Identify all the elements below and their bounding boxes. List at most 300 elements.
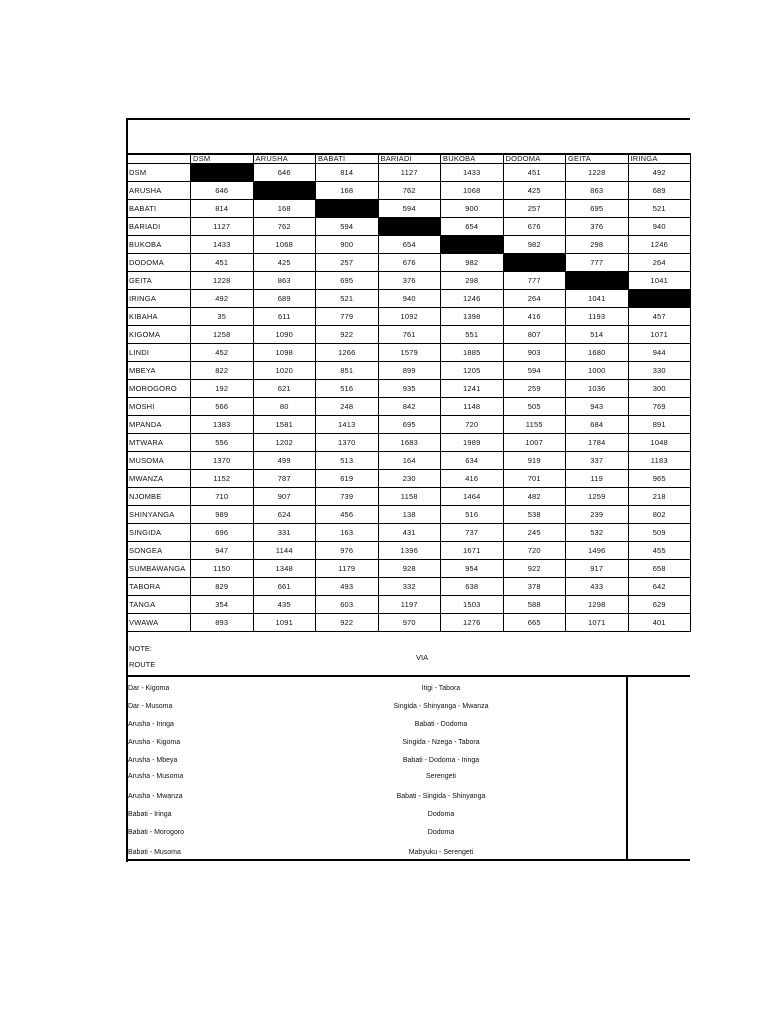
distance-matrix xyxy=(126,153,691,632)
distance-cell: 521 xyxy=(316,290,379,308)
distance-cell: 192 xyxy=(191,380,254,398)
table-row xyxy=(127,542,691,560)
distance-cell: 416 xyxy=(441,470,504,488)
distance-cell: 695 xyxy=(316,272,379,290)
distance-cell: 900 xyxy=(441,200,504,218)
distance-cell: 218 xyxy=(628,488,691,506)
distance-cell: 138 xyxy=(378,506,441,524)
distance-cell: 1048 xyxy=(628,434,691,452)
table-row xyxy=(127,506,691,524)
distance-cell: 509 xyxy=(628,524,691,542)
row-label: MUSOMA xyxy=(127,452,191,470)
distance-cell: 976 xyxy=(316,542,379,560)
distance-cell: 851 xyxy=(316,362,379,380)
distance-cell: 954 xyxy=(441,560,504,578)
distance-cell: 965 xyxy=(628,470,691,488)
row-label: MOSHI xyxy=(127,398,191,416)
distance-cell: 689 xyxy=(253,290,316,308)
distance-cell: 230 xyxy=(378,470,441,488)
distance-cell: 425 xyxy=(253,254,316,272)
distance-cell: 456 xyxy=(316,506,379,524)
distance-cell: 451 xyxy=(503,164,566,182)
route-via: Babati - Dodoma - Iringa xyxy=(402,757,480,764)
distance-cell: 1228 xyxy=(566,164,629,182)
route-from: Dar - Musoma xyxy=(128,703,173,710)
distance-cell: 1036 xyxy=(566,380,629,398)
matrix-body xyxy=(127,164,691,632)
distance-cell: 762 xyxy=(378,182,441,200)
table-row xyxy=(127,290,691,308)
distance-cell: 1127 xyxy=(378,164,441,182)
distance-cell: 521 xyxy=(628,200,691,218)
distance-cell: 779 xyxy=(316,308,379,326)
distance-cell: 646 xyxy=(191,182,254,200)
distance-cell: 332 xyxy=(378,578,441,596)
distance-cell: 168 xyxy=(316,182,379,200)
row-label: LINDI xyxy=(127,344,191,362)
distance-cell: 1041 xyxy=(628,272,691,290)
column-header: ARUSHA xyxy=(253,154,316,164)
distance-cell: 594 xyxy=(316,218,379,236)
diagonal-cell xyxy=(628,290,691,308)
distance-cell: 1127 xyxy=(191,218,254,236)
distance-cell: 922 xyxy=(503,560,566,578)
distance-cell: 330 xyxy=(628,362,691,380)
distance-cell: 654 xyxy=(441,218,504,236)
distance-cell: 35 xyxy=(191,308,254,326)
table-row xyxy=(127,344,691,362)
distance-cell: 1433 xyxy=(191,236,254,254)
distance-cell: 1090 xyxy=(253,326,316,344)
distance-cell: 684 xyxy=(566,416,629,434)
distance-cell: 1266 xyxy=(316,344,379,362)
distance-cell: 594 xyxy=(503,362,566,380)
distance-cell: 259 xyxy=(503,380,566,398)
table-row xyxy=(127,524,691,542)
row-label: TABORA xyxy=(127,578,191,596)
distance-cell: 893 xyxy=(191,614,254,632)
distance-cell: 1246 xyxy=(628,236,691,254)
route-from: Arusha - Musoma xyxy=(128,773,184,780)
distance-cell: 505 xyxy=(503,398,566,416)
diagonal-cell xyxy=(378,218,441,236)
distance-cell: 1150 xyxy=(191,560,254,578)
route-via: Babati - Singida - Shinyanga xyxy=(396,793,486,800)
route-via: Serengeti xyxy=(426,773,456,780)
row-label: MWANZA xyxy=(127,470,191,488)
table-row xyxy=(127,560,691,578)
table-row xyxy=(127,254,691,272)
distance-cell: 1258 xyxy=(191,326,254,344)
distance-cell: 762 xyxy=(253,218,316,236)
distance-cell: 1503 xyxy=(441,596,504,614)
row-label: KIBAHA xyxy=(127,308,191,326)
distance-cell: 935 xyxy=(378,380,441,398)
distance-cell: 516 xyxy=(316,380,379,398)
row-label: MTWARA xyxy=(127,434,191,452)
distance-cell: 298 xyxy=(566,236,629,254)
distance-cell: 514 xyxy=(566,326,629,344)
row-label: GEITA xyxy=(127,272,191,290)
distance-cell: 807 xyxy=(503,326,566,344)
distance-cell: 899 xyxy=(378,362,441,380)
distance-cell: 354 xyxy=(191,596,254,614)
distance-cell: 264 xyxy=(628,254,691,272)
distance-cell: 829 xyxy=(191,578,254,596)
distance-cell: 1155 xyxy=(503,416,566,434)
table-row xyxy=(127,452,691,470)
route-from: Arusha - Mwanza xyxy=(128,793,183,800)
distance-cell: 588 xyxy=(503,596,566,614)
distance-cell: 1433 xyxy=(441,164,504,182)
table-row xyxy=(127,380,691,398)
row-label: SUMBAWANGA xyxy=(127,560,191,578)
distance-cell: 1370 xyxy=(191,452,254,470)
distance-cell: 1671 xyxy=(441,542,504,560)
route-row xyxy=(126,681,626,699)
row-label: BUKOBA xyxy=(127,236,191,254)
distance-cell: 629 xyxy=(628,596,691,614)
distance-cell: 551 xyxy=(441,326,504,344)
distance-cell: 1464 xyxy=(441,488,504,506)
row-label: SONGEA xyxy=(127,542,191,560)
route-via: Dodoma xyxy=(427,811,455,818)
distance-cell: 248 xyxy=(316,398,379,416)
distance-cell: 621 xyxy=(253,380,316,398)
table-row xyxy=(127,164,691,182)
distance-cell: 1276 xyxy=(441,614,504,632)
distance-cell: 1298 xyxy=(566,596,629,614)
route-from: Babati - Morogoro xyxy=(128,829,185,836)
distance-cell: 919 xyxy=(503,452,566,470)
table-row xyxy=(127,488,691,506)
routes-divider xyxy=(626,677,628,859)
route-from: Arusha - Mbeya xyxy=(128,757,178,764)
distance-cell: 891 xyxy=(628,416,691,434)
distance-cell: 1396 xyxy=(378,542,441,560)
distance-cell: 1091 xyxy=(253,614,316,632)
route-from: Babati - Musoma xyxy=(128,849,181,856)
distance-cell: 493 xyxy=(316,578,379,596)
distance-cell: 1398 xyxy=(441,308,504,326)
row-label: TANGA xyxy=(127,596,191,614)
distance-cell: 435 xyxy=(253,596,316,614)
route-via: Dodoma xyxy=(427,829,455,836)
table-row xyxy=(127,200,691,218)
distance-cell: 761 xyxy=(378,326,441,344)
route-via: Singida - Nzega - Tabora xyxy=(402,739,480,746)
table-row xyxy=(127,308,691,326)
table-row xyxy=(127,398,691,416)
distance-cell: 455 xyxy=(628,542,691,560)
distance-cell: 842 xyxy=(378,398,441,416)
via-column-label: VIA xyxy=(416,653,429,662)
distance-cell: 1071 xyxy=(628,326,691,344)
row-label: ARUSHA xyxy=(127,182,191,200)
distance-cell: 634 xyxy=(441,452,504,470)
distance-cell: 513 xyxy=(316,452,379,470)
distance-cell: 777 xyxy=(566,254,629,272)
distance-cell: 1144 xyxy=(253,542,316,560)
distance-cell: 676 xyxy=(378,254,441,272)
distance-cell: 300 xyxy=(628,380,691,398)
distance-cell: 1383 xyxy=(191,416,254,434)
route-from: Dar - Kigoma xyxy=(128,685,170,692)
distance-cell: 982 xyxy=(503,236,566,254)
distance-cell: 298 xyxy=(441,272,504,290)
table-row xyxy=(127,470,691,488)
route-via: Singida - Shinyanga - Mwanza xyxy=(393,703,489,710)
distance-cell: 646 xyxy=(253,164,316,182)
distance-cell: 769 xyxy=(628,398,691,416)
table-row xyxy=(127,596,691,614)
route-row xyxy=(126,845,626,863)
route-from: Arusha - Kigoma xyxy=(128,739,181,746)
distance-cell: 119 xyxy=(566,470,629,488)
distance-cell: 696 xyxy=(191,524,254,542)
route-via: Babati - Dodoma xyxy=(414,721,468,728)
distance-cell: 1228 xyxy=(191,272,254,290)
route-row xyxy=(126,825,626,843)
distance-cell: 264 xyxy=(503,290,566,308)
table-row xyxy=(127,362,691,380)
distance-cell: 943 xyxy=(566,398,629,416)
diagonal-cell xyxy=(191,164,254,182)
table-row xyxy=(127,614,691,632)
distance-cell: 401 xyxy=(628,614,691,632)
route-row xyxy=(126,789,626,807)
diagonal-cell xyxy=(441,236,504,254)
distance-cell: 903 xyxy=(503,344,566,362)
distance-cell: 1683 xyxy=(378,434,441,452)
distance-cell: 1098 xyxy=(253,344,316,362)
distance-cell: 1202 xyxy=(253,434,316,452)
distance-cell: 695 xyxy=(566,200,629,218)
distance-cell: 331 xyxy=(253,524,316,542)
distance-cell: 1241 xyxy=(441,380,504,398)
column-header: DODOMA xyxy=(503,154,566,164)
row-label: DSM xyxy=(127,164,191,182)
distance-cell: 538 xyxy=(503,506,566,524)
distance-cell: 701 xyxy=(503,470,566,488)
distance-cell: 492 xyxy=(628,164,691,182)
note-label: NOTE: xyxy=(129,644,152,653)
route-row xyxy=(126,699,626,717)
matrix-header-row xyxy=(127,154,691,164)
row-label: SHINYANGA xyxy=(127,506,191,524)
distance-cell: 1579 xyxy=(378,344,441,362)
route-from: Arusha - Iringa xyxy=(128,721,174,728)
corner-cell xyxy=(127,154,191,164)
row-label: VWAWA xyxy=(127,614,191,632)
distance-cell: 566 xyxy=(191,398,254,416)
distance-cell: 1000 xyxy=(566,362,629,380)
routes-box xyxy=(126,675,690,861)
distance-cell: 1092 xyxy=(378,308,441,326)
distance-cell: 907 xyxy=(253,488,316,506)
distance-cell: 378 xyxy=(503,578,566,596)
distance-cell: 1007 xyxy=(503,434,566,452)
distance-cell: 1348 xyxy=(253,560,316,578)
row-label: NJOMBE xyxy=(127,488,191,506)
distance-cell: 80 xyxy=(253,398,316,416)
distance-cell: 1068 xyxy=(253,236,316,254)
row-label: BABATI xyxy=(127,200,191,218)
distance-cell: 944 xyxy=(628,344,691,362)
distance-cell: 900 xyxy=(316,236,379,254)
distance-sheet xyxy=(126,118,694,862)
distance-cell: 168 xyxy=(253,200,316,218)
distance-cell: 1071 xyxy=(566,614,629,632)
column-header: DSM xyxy=(191,154,254,164)
distance-cell: 1205 xyxy=(441,362,504,380)
distance-cell: 982 xyxy=(441,254,504,272)
route-row xyxy=(126,735,626,753)
distance-cell: 1158 xyxy=(378,488,441,506)
distance-cell: 1370 xyxy=(316,434,379,452)
table-row xyxy=(127,434,691,452)
distance-cell: 603 xyxy=(316,596,379,614)
route-column-label: ROUTE xyxy=(129,660,156,669)
route-via: Mabyuku - Serengeti xyxy=(408,849,474,856)
distance-cell: 1068 xyxy=(441,182,504,200)
column-header: BARIADI xyxy=(378,154,441,164)
distance-cell: 431 xyxy=(378,524,441,542)
row-label: BARIADI xyxy=(127,218,191,236)
row-label: MPANDA xyxy=(127,416,191,434)
diagonal-cell xyxy=(566,272,629,290)
distance-cell: 676 xyxy=(503,218,566,236)
distance-cell: 1020 xyxy=(253,362,316,380)
distance-cell: 499 xyxy=(253,452,316,470)
column-header: BABATI xyxy=(316,154,379,164)
distance-cell: 642 xyxy=(628,578,691,596)
distance-cell: 863 xyxy=(253,272,316,290)
distance-cell: 492 xyxy=(191,290,254,308)
distance-cell: 337 xyxy=(566,452,629,470)
distance-cell: 163 xyxy=(316,524,379,542)
distance-cell: 619 xyxy=(316,470,379,488)
route-row xyxy=(126,769,626,787)
distance-cell: 720 xyxy=(503,542,566,560)
distance-cell: 1259 xyxy=(566,488,629,506)
diagonal-cell xyxy=(503,254,566,272)
distance-cell: 1413 xyxy=(316,416,379,434)
title-band xyxy=(126,118,690,153)
diagonal-cell xyxy=(316,200,379,218)
distance-cell: 594 xyxy=(378,200,441,218)
distance-cell: 1680 xyxy=(566,344,629,362)
distance-cell: 425 xyxy=(503,182,566,200)
distance-cell: 257 xyxy=(316,254,379,272)
table-row xyxy=(127,416,691,434)
row-label: IRINGA xyxy=(127,290,191,308)
route-row xyxy=(126,807,626,825)
distance-cell: 737 xyxy=(441,524,504,542)
route-row xyxy=(126,717,626,735)
diagonal-cell xyxy=(253,182,316,200)
distance-cell: 451 xyxy=(191,254,254,272)
distance-cell: 239 xyxy=(566,506,629,524)
column-header: BUKOBA xyxy=(441,154,504,164)
distance-cell: 922 xyxy=(316,614,379,632)
distance-cell: 257 xyxy=(503,200,566,218)
distance-cell: 863 xyxy=(566,182,629,200)
distance-cell: 1885 xyxy=(441,344,504,362)
distance-cell: 624 xyxy=(253,506,316,524)
distance-cell: 1041 xyxy=(566,290,629,308)
distance-cell: 376 xyxy=(566,218,629,236)
distance-cell: 532 xyxy=(566,524,629,542)
distance-cell: 376 xyxy=(378,272,441,290)
row-label: SINGIDA xyxy=(127,524,191,542)
distance-cell: 1989 xyxy=(441,434,504,452)
distance-cell: 917 xyxy=(566,560,629,578)
distance-cell: 695 xyxy=(378,416,441,434)
column-header: GEITA xyxy=(566,154,629,164)
distance-cell: 940 xyxy=(628,218,691,236)
distance-cell: 452 xyxy=(191,344,254,362)
distance-cell: 940 xyxy=(378,290,441,308)
distance-cell: 1179 xyxy=(316,560,379,578)
distance-cell: 416 xyxy=(503,308,566,326)
column-header: IRINGA xyxy=(628,154,691,164)
distance-cell: 928 xyxy=(378,560,441,578)
distance-cell: 457 xyxy=(628,308,691,326)
table-row xyxy=(127,182,691,200)
distance-cell: 739 xyxy=(316,488,379,506)
distance-cell: 433 xyxy=(566,578,629,596)
distance-cell: 1581 xyxy=(253,416,316,434)
distance-cell: 482 xyxy=(503,488,566,506)
row-label: KIGOMA xyxy=(127,326,191,344)
distance-cell: 665 xyxy=(503,614,566,632)
distance-cell: 1197 xyxy=(378,596,441,614)
distance-cell: 1193 xyxy=(566,308,629,326)
distance-cell: 658 xyxy=(628,560,691,578)
distance-cell: 970 xyxy=(378,614,441,632)
route-via: Itigi - Tabora xyxy=(421,685,461,692)
distance-cell: 1246 xyxy=(441,290,504,308)
distance-cell: 1183 xyxy=(628,452,691,470)
distance-cell: 814 xyxy=(191,200,254,218)
distance-cell: 611 xyxy=(253,308,316,326)
distance-cell: 947 xyxy=(191,542,254,560)
table-row xyxy=(127,578,691,596)
distance-cell: 814 xyxy=(316,164,379,182)
distance-cell: 654 xyxy=(378,236,441,254)
row-label: MOROGORO xyxy=(127,380,191,398)
distance-cell: 802 xyxy=(628,506,691,524)
distance-cell: 710 xyxy=(191,488,254,506)
distance-cell: 164 xyxy=(378,452,441,470)
table-row xyxy=(127,272,691,290)
distance-cell: 689 xyxy=(628,182,691,200)
distance-cell: 720 xyxy=(441,416,504,434)
distance-cell: 556 xyxy=(191,434,254,452)
distance-cell: 787 xyxy=(253,470,316,488)
distance-cell: 922 xyxy=(316,326,379,344)
table-row xyxy=(127,326,691,344)
distance-cell: 822 xyxy=(191,362,254,380)
route-from: Babati - Iringa xyxy=(128,811,172,818)
distance-cell: 638 xyxy=(441,578,504,596)
distance-cell: 777 xyxy=(503,272,566,290)
distance-cell: 661 xyxy=(253,578,316,596)
distance-cell: 989 xyxy=(191,506,254,524)
distance-cell: 1152 xyxy=(191,470,254,488)
table-row xyxy=(127,236,691,254)
